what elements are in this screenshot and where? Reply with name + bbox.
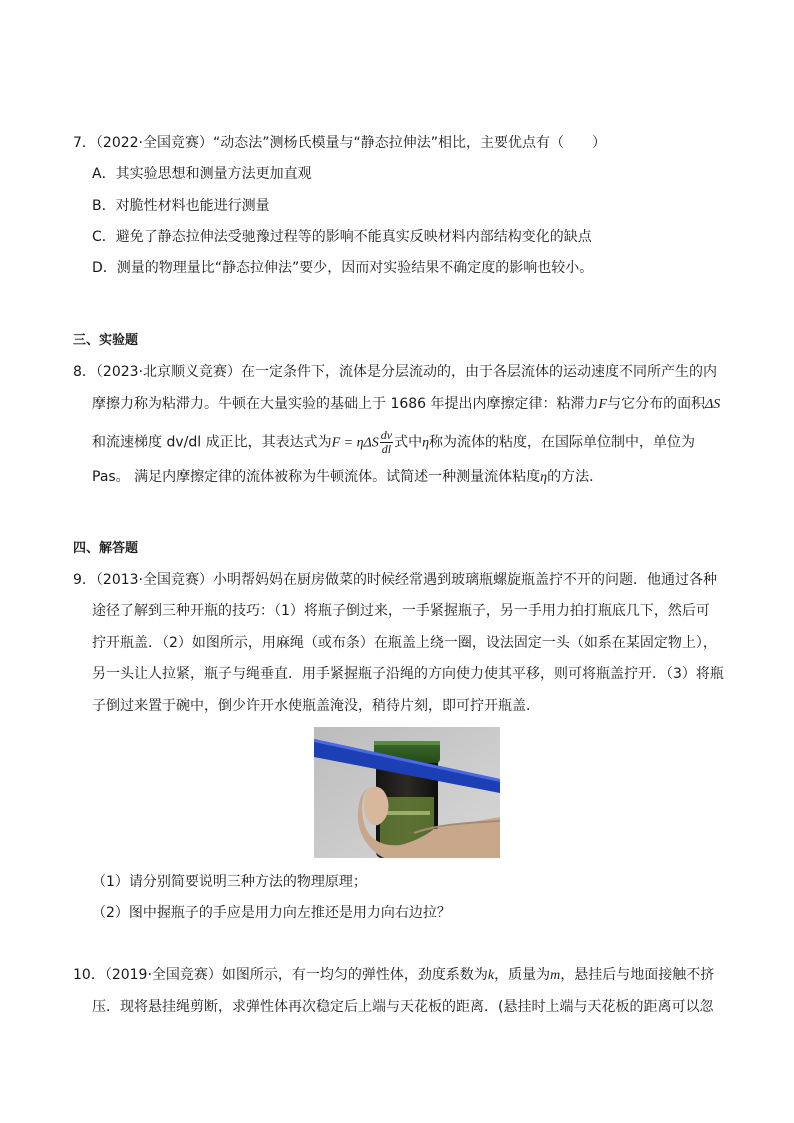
q7-option-c: C．避免了静态拉伸法受驰豫过程等的影响不能真实反映材料内部结构变化的缺点: [92, 229, 592, 245]
q9-line-5: 子倒过来置于碗中，倒少许开水使瓶盖淹没，稍待片刻，即可拧开瓶盖．: [92, 698, 540, 714]
q9-line-4: 另一头让人拉紧，瓶子与绳垂直．用手紧握瓶子沿绳的方向使力使其平移，则可将瓶盖拧开．（3）将瓶: [92, 666, 724, 682]
var-eta: η: [422, 435, 430, 451]
q7-option-b: B．对脆性材料也能进行测量: [92, 198, 270, 214]
q7-stem: 7．（2022·全国竞赛）“动态法”测杨氏模量与“静态拉伸法”相比，主要优点有（ ）: [73, 135, 606, 151]
var-delta-s: ΔS: [705, 397, 721, 412]
var-m: m: [550, 968, 561, 983]
q8-line-2: 摩擦力称为粘滞力。牛顿在大量实验的基础上于 1686 年提出内摩擦定律：粘滞力F与它分布的面积ΔS: [92, 396, 721, 412]
var-eta: η: [540, 470, 548, 485]
jar-opening-photo: [314, 727, 500, 858]
var-k: k: [487, 968, 495, 983]
q9-line-1: 9．（2013·全国竞赛）小明帮妈妈在厨房做菜的时候经常遇到玻璃瓶螺旋瓶盖拧不开的问题．他通过各种: [73, 572, 717, 588]
section-title-answer: 四、解答题: [73, 541, 139, 556]
q10-line-1: 10．（2019·全国竞赛）如图所示，有一均匀的弹性体，劲度系数为k，质量为m，悬挂后与地面接触不挤: [73, 967, 715, 983]
formula-lhs: F = ηΔS: [331, 435, 379, 451]
q8-line-4: Pas。 满足内摩擦定律的流体被称为牛顿流体。试简述一种测量流体粘度η的方法．: [92, 469, 604, 485]
formula-fraction: $\frac{dv}{dl}$: [380, 428, 393, 456]
q8-line-1: 8．（2023·北京顺义竞赛）在一定条件下，流体是分层流动的，由于各层流体的运动速度不同所产生的内: [73, 364, 717, 380]
q9-line-3: 拧开瓶盖．（2）如图所示，用麻绳（或布条）在瓶盖上绕一圈，设法固定一头（如系在某固定物上），: [92, 635, 717, 651]
var-f: F: [598, 397, 608, 412]
q9-sub-1: （1）请分别简要说明三种方法的物理原理；: [92, 874, 367, 890]
q9-sub-2: （2）图中握瓶子的手应是用力向左推还是用力向右边拉？: [92, 905, 451, 921]
q9-line-2: 途径了解到三种开瓶的技巧：（1）将瓶子倒过来，一手紧握瓶子，另一手用力拍打瓶底几下，然后可: [92, 603, 710, 619]
q7-option-a: A．其实验思想和测量方法更加直观: [92, 166, 312, 182]
q8-line-3: 和流速梯度 dv/dl 成正比，其表达式为F = ηΔS $\frac{dv}{dl}$ 式中η称为流体的粘度，在国际单位制中，单位为: [92, 428, 696, 456]
q10-line-2: 压．现将悬挂绳剪断，求弹性体再次稳定后上端与天花板的距离．(悬挂时上端与天花板的距离可以忽: [92, 999, 714, 1015]
section-title-experiment: 三、实验题: [73, 333, 139, 348]
q7-option-d: D．测量的物理量比“静态拉伸法”要少，因而对实验结果不确定度的影响也较小。: [92, 260, 594, 276]
